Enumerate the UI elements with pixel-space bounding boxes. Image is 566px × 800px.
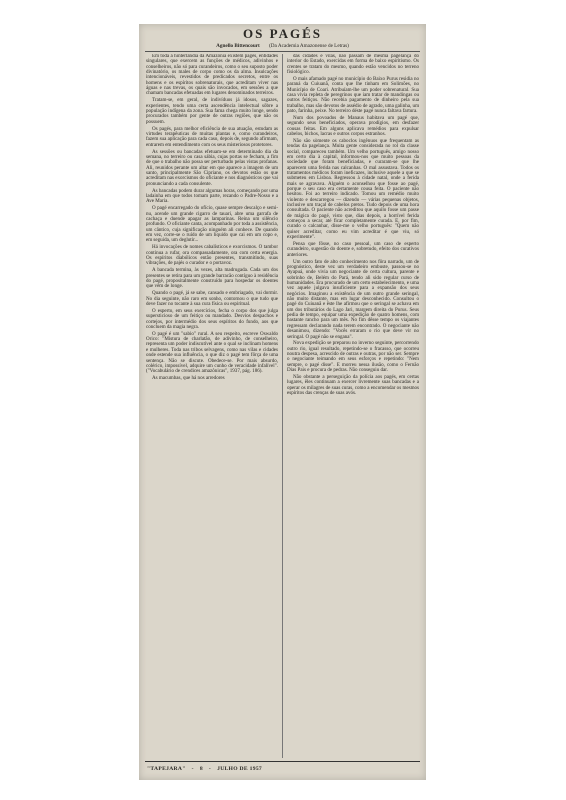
paragraph: Tratam-se, em geral, de indivíduos já idosos, sagazes, experientes, tendo uma certa ascendência intelectual sôbre a população indígena da zona. Sua fama chega muito longe, sendo procurados também por gente de outras regiões, que não os possuem. [146,97,278,125]
paragraph: A bancada termina, às vezes, alta madrugada. Cada um dos presentes se retira para um grande barracão contíguo à residência do pagé, propositalmente construído para hospedar os doentes que vêm de longe. [146,267,278,290]
footer-separator: - [191,766,194,772]
newspaper-clipping [139,24,426,780]
byline [145,43,420,49]
column-divider [282,54,283,758]
header-rule [145,51,420,52]
paragraph: Não são sòmente os caboclos ingênuos que frequentam as tendas da pagelança. Muita gente considerada no rol da classe social, compareceu também. Um velho português, amigo nosso em certo dia à capital, informou-nos que muito pessoas da sociedade que foram beneficiadas, e curaram-se que lhe aparecem uma ferida nas calcanhas. O mal assustava. Todos os tratamentos médicos foram ineficazes, inclusive aquele a que se submeteu em Lisboa. Regressou à cidade natal, onde a ferida mais se agravava. Alguém o aconselhou que fosse ao pagé, porque o seu caso era certamente cousa feita. O paciente não hesitou. Foi ao terreiro indicado. Tomou um remédio muito violento e descarregou — dizendo — várias pequenas objetos, inclusive um traçal de cabelos pretos. Tudo depois de uma hora consultada. O paciente não acreditou que aquilo fosse um passe de mágica do pagé, visto que, dias depois, a horrível ferida começou a secar, até ficar completamente curada. E, por fim, curado o calcanhar, disse-me o velho português: "Quem não quiser acreditar, como eu vim acreditar é que viu, só experimente". [287,137,419,241]
publication-date: JULHO DE 1957 [217,766,263,772]
text-column-right [287,54,419,758]
paragraph: Os pagés, para melhor eficiência de sua atuação, estudam as virtudes terapêuticas de muitas plantas e, como curandeiros, fazem sua aplicação para cada caso, depois de, segundo afirmam, entrarem em entendimento com os seus misteriosos protetores. [146,125,278,148]
paragraph: As macumbas, que há nos arredores [152,375,225,382]
paragraph: O pagé é um "sabio" rural. A seu respeito, escreve Oswaldo Orico: "Mistura de charlatão, de adivinho, de conselheiro, representa um poder indiscutível ante o qual se inclinam homens e mulheres. Toda nas tribos selvagens, como nas vilas e cidades onde estende sua influência, o que diz o pagé tem fôrça de uma sentença. Não se discute. Obedece-se. Por mais absurdo, colérico, impossível, adquire um cunho de veracidade infalível". ("Vocabulário de crendices amazônicas", 1937, pág. 186). [146,330,278,375]
author-affiliation: (Da Academia Amazonense de Letras) [269,43,349,49]
paragraph: Em toda a hinterlândia da Amazônia existem pagés, entidades singulares, que exercem as funções de médicos, adivinhos e conselheiros, não só para curandeiros, como o seu suposto poder divinatório, os males de corpo como os da alma. Insulcações intencionáveis, revestidos de predicados secretos, entre os homens e os espíritos sobrenaturais, que acreditam viver nas águas e nas trevas, os quais são invocados, em sessões a que chamam bancadas efetuadas em lugares denominados terreiros. [146,54,278,97]
paragraph: Nova expedição se preparou no inverno seguinte, percorrendo outro rio, igual resultado, repetindo-se o fracasso, que ocorreu noutra despesa, acrescido de outras e outras, por não ser. Sempre o negociante teimando em seus esforços e repetindo: "Nem sempre, o pagé disse". E morreu nessa ilusão, como o Fernão Dias Pais e procura de pedras. Não conseguiu dar. [287,340,419,374]
paragraph: Num dos povoados de Manaus habitava um pagé que, segundo seus beneficiados, operava prodígios, em desfazer cousas feitas. Em alguns aplicava remédios para expulsar cabelos, bichos, lacras e outros corpos estranhos. [287,114,419,137]
footer [147,766,418,772]
issue-number: 8 [199,766,203,772]
paragraph: Quando o pagé, já se sabe, cansado e embriagado, vai dormir. No dia seguinte, não raro em sonho, contornou o que tudo que deve fazer no tocante à sua cura física ou espiritual. [146,290,278,307]
paragraph: Pensa que fôsse, no caso pessoal, um caso de esperto curandeiro, sugestão do doente e, sobretudo, efeito dos curativos anteriores. [287,241,419,258]
paragraph: Há invocações de nomes cabalísticos e exorcismos. O tambor continua a rufar, ora compassadamente, ora com certa energia. Os espíritos diabólicos então presentes, transmitindo, suas vibrações, de pajés o curador e o portavoz. [146,244,278,267]
text-column-left [146,54,278,758]
publication-name: "TAPEJARA" [147,766,186,772]
paragraph: As sessões ou bancadas efetuam-se em determinado dia da semana, no terreiro ou casa sábia, cujas portas se fecham, a fim de que o trabalho não possa ser perturbado pelas vistas profanas. Ali, reunidos perante um altar em que aparece a imagem de um santo, principalmente São Cipriano, os devotos estão os que acreditam nas exorcismos do oficiante e nos diagnósticos que vai pronunciando a cada consulente. [146,148,278,187]
footer-rule [145,761,420,762]
article-body [146,54,419,758]
article-title: OS PAGÉS [243,26,322,41]
paragraph: As bancadas podem durar algumas horas, começando por uma ladainha em que todos tomam parte, rezando o Padre-Nosso e a Ave Maria. [146,187,278,205]
paragraph: das cidades e vilas, não passam de mesma pagelança do interior do Estado, exercidas em forma de baixo espiritismo. Os crentes se tratam do mesmo, quando estão vencidos no terreno fisiológico. [287,54,419,76]
paragraph: O esperto, em seus exercícios, fecha o corpo dos que julga supersticioso de um feitiço ou mandado. Desvios despachos e cortejos, por intermédio dos seus espíritos do fundo, aos que concluem da magia negra. [146,307,278,330]
author-name: Agnello Bittencourt [216,43,260,49]
paragraph: Não obstante a perseguição da polícia aos pagés, em certas lugares, êles continuam a exercer livremente suas bancadas e a operar os milagres de suas curas, como a encomendar os mesmos espíritos das crenças de suas avós. [287,374,419,397]
footer-separator: - [208,766,212,772]
paragraph: O pagé encarregado do ofício, quase sempre descalço e semi-nu, acende um grande cigarro de tauari, abre uma garrafa de cachaça e duende apagar as lamparinas. Reina um silêncio profundo. O oficiante canta, acompanhado por toda a assistência, um cântico, cuja significação ninguém ali conhece. De quando em vez, corre-se o ruído de um líquido que cai em um copo e, em seguida, um deglutir... [146,205,278,244]
paragraph: Um outro fato de alto conhecimento nos fôra narrado, um de prognóstico, deste vez um verdadeiro embuste, passou-se no Ayapuá, onde vivia um negociante de certa cultura, parente e sobrinho de, Belém do Pará, tendo ali sido regular curso de humanidades. Era procurado de um certo estabelecimento, e uma vez aquele julgava insuficiente para a expansão dos seus negócios. Imaginou a existência de um outro grande seringal, não muito distante, mas em lugar desconhecido. Consultou o pagé do Cuiuanã e êste lhe afirmou que o seringal se achava em um dos tributários do Lago Jari, margem direita do Purus. Seus pedia de tempo, equipar uma expedição de quatro homens, com bastante rancho para um mês. No fim dêsse tempo os viajantes regressam declarando nada terem encontrado. O negociante não desanimou, dizendo: "Vocês erraram o rio que deve vir no seringal. O pagé não se engana". [287,258,419,340]
paragraph: O mais afamado pagé no município do Baixo Purus residia no paraná da Cuiuanã, conta que lhe tinham em Solimões, no Município de Coari. Atribuíam-lhe um poder sobrenatural. Sua casa vivia repleta de peregrinos que iam tratar de mandingas ou outros feitiços. Não recebia pagamento de dinheiro pela sua trabalho, mas são devotos de assédio de agrado, uma galinha, um pato, farinha, peixe. No terreiro déste pagé nunca faltava fartura. [287,75,419,115]
